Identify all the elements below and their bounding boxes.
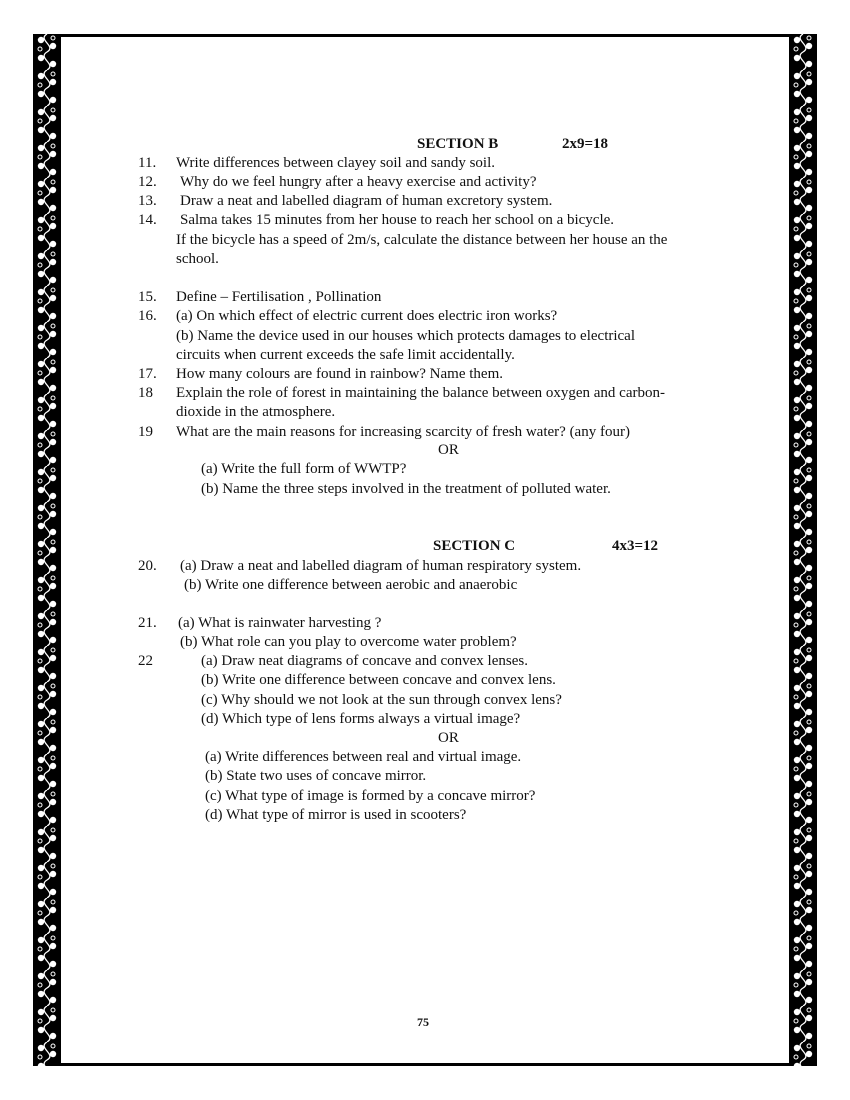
question-text: (a) What is rainwater harvesting ? — [178, 615, 382, 631]
question-text: What are the main reasons for increasing scarcity of fresh water? (any four) — [176, 424, 630, 440]
section-c-title: SECTION C — [433, 538, 516, 554]
floral-border-right — [789, 34, 817, 1066]
question-number: 11. — [138, 155, 157, 171]
section-c-marks: 4x3=12 — [612, 538, 659, 554]
question-text: dioxide in the atmosphere. — [176, 404, 336, 420]
question-number: 15. — [138, 289, 157, 305]
question-number: 19 — [138, 424, 153, 440]
question-text: school. — [176, 251, 219, 267]
question-text: Write differences between clayey soil and sandy soil. — [176, 155, 496, 171]
or-separator: OR — [438, 730, 459, 746]
question-text: (b) State two uses of concave mirror. — [205, 768, 427, 784]
question-text: (c) What type of image is formed by a concave mirror? — [205, 788, 536, 804]
border-top-line — [60, 34, 789, 37]
question-number: 14. — [138, 212, 157, 228]
question-text: (c) Why should we not look at the sun through convex lens? — [201, 692, 562, 708]
question-text: Define – Fertilisation , Pollination — [176, 289, 382, 305]
question-text: (b) Write one difference between aerobic and anaerobic — [184, 577, 518, 593]
or-separator: OR — [438, 442, 459, 458]
question-text: Draw a neat and labelled diagram of human excretory system. — [180, 193, 553, 209]
question-text: (a) Write the full form of WWTP? — [201, 461, 407, 477]
question-text: (d) What type of mirror is used in scooters? — [205, 807, 467, 823]
question-text: (a) Draw a neat and labelled diagram of human respiratory system. — [180, 558, 582, 574]
question-number: 22 — [138, 653, 153, 669]
question-text: (b) Name the device used in our houses which protects damages to electrical — [176, 328, 636, 344]
border-bottom-line — [60, 1063, 789, 1066]
question-number: 20. — [138, 558, 157, 574]
question-text: (b) Write one difference between concave and convex lens. — [201, 672, 556, 688]
question-number: 16. — [138, 308, 157, 324]
section-b-title: SECTION B — [417, 136, 499, 152]
section-b-marks: 2x9=18 — [562, 136, 609, 152]
floral-border-left — [33, 34, 61, 1066]
question-number: 21. — [138, 615, 157, 631]
question-number: 13. — [138, 193, 157, 209]
question-number: 18 — [138, 385, 153, 401]
question-text: (b) Name the three steps involved in the treatment of polluted water. — [201, 481, 611, 497]
question-text: circuits when current exceeds the safe limit accidentally. — [176, 347, 515, 363]
page-number: 75 — [417, 1015, 429, 1029]
question-text: (b) What role can you play to overcome water problem? — [180, 634, 517, 650]
question-text: (a) Draw neat diagrams of concave and convex lenses. — [201, 653, 528, 669]
question-text: If the bicycle has a speed of 2m/s, calculate the distance between her house an the — [176, 232, 668, 248]
question-text: Salma takes 15 minutes from her house to reach her school on a bicycle. — [180, 212, 615, 228]
question-number: 17. — [138, 366, 157, 382]
question-text: (d) Which type of lens forms always a virtual image? — [201, 711, 521, 727]
question-text: (a) On which effect of electric current does electric iron works? — [176, 308, 558, 324]
question-text: (a) Write differences between real and virtual image. — [205, 749, 522, 765]
question-number: 12. — [138, 174, 157, 190]
question-text: Explain the role of forest in maintaining the balance between oxygen and carbon- — [176, 385, 665, 401]
question-text: How many colours are found in rainbow? Name them. — [176, 366, 503, 382]
question-text: Why do we feel hungry after a heavy exercise and activity? — [180, 174, 537, 190]
